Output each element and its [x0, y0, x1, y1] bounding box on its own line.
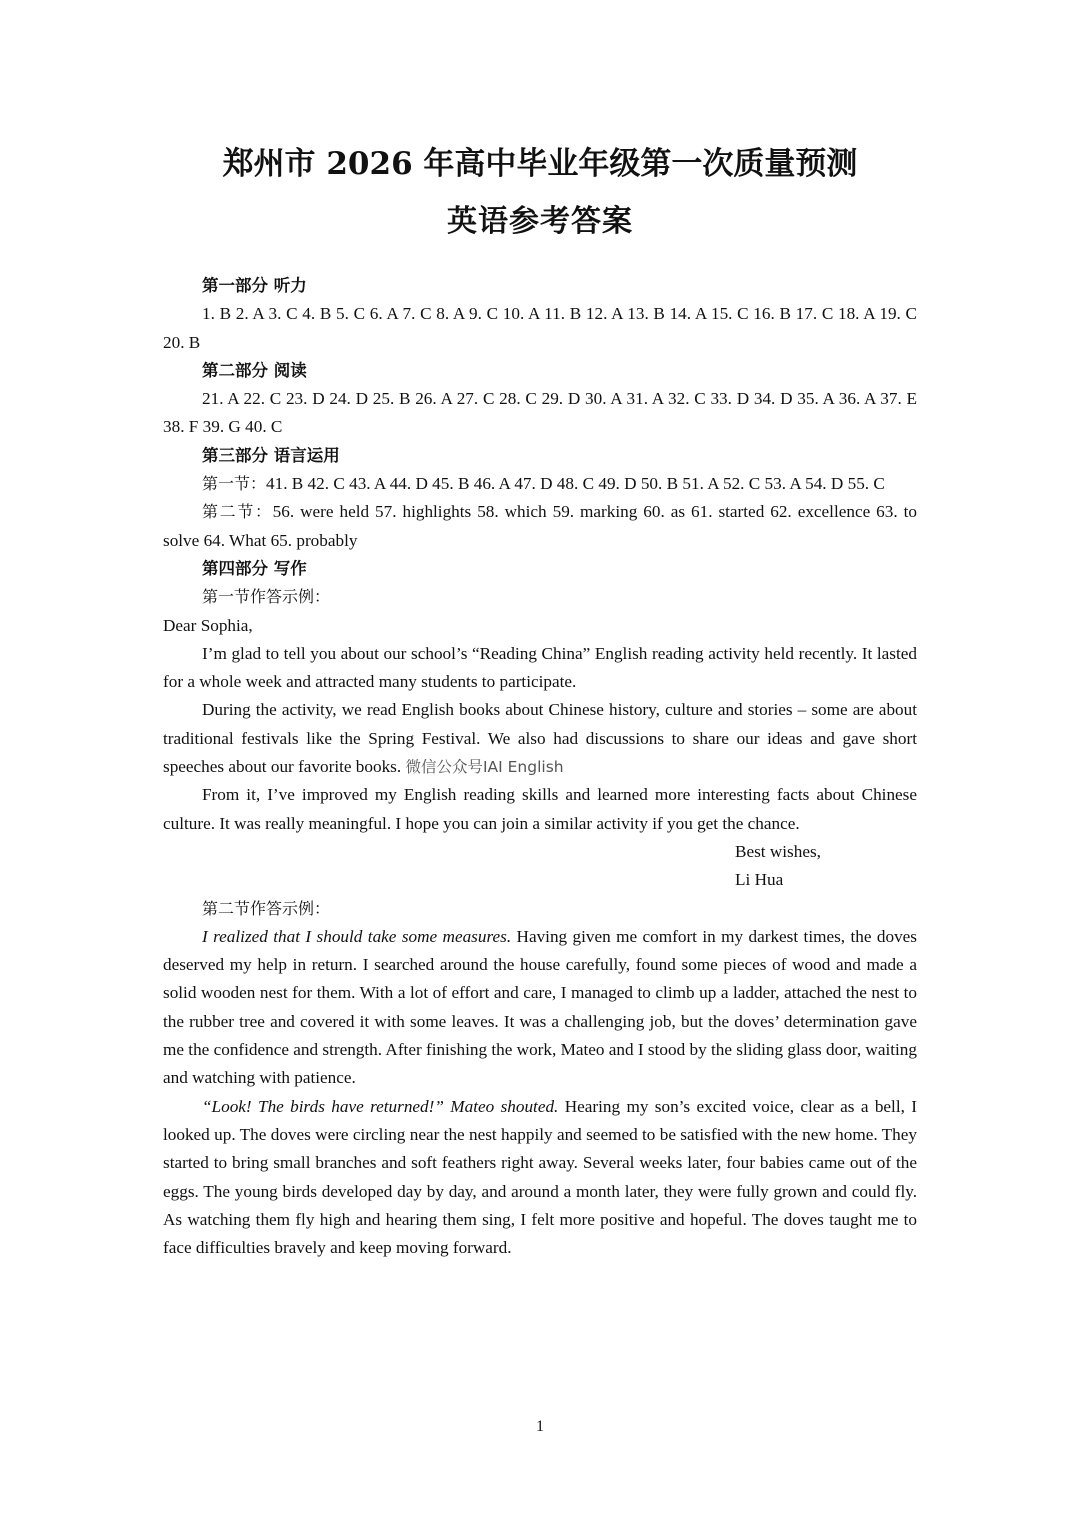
part3-section1-label: 第一节：: [202, 474, 267, 494]
part3-section2-label: 第二节：: [202, 502, 273, 522]
part3-section2-answers: 56. were held 57. highlights 58. which 59. marking 60. as 61. started 62. excellence 63. to solve 64. What 65. probably: [163, 502, 917, 550]
watermark-text: 微信公众号IAI English: [405, 758, 564, 777]
part3-section1-answers: 41. B 42. C 43. A 44. D 45. B 46. A 47. D 48. C 49. D 50. B 51. A 52. C 53. A 54. D 55. C: [266, 474, 885, 494]
document-subtitle: 英语参考答案: [447, 204, 633, 239]
letter-signature: Li Hua: [735, 870, 784, 890]
letter-paragraph-1: I’m glad to tell you about our school’s “Reading China” English reading activity held recently. It lasted for a whole week and attracted many students to participate.: [163, 643, 917, 692]
part1-answers: 1. B 2. A 3. C 4. B 5. C 6. A 7. C 8. A 9. C 10. A 11. B 12. A 13. B 14. A 15. C 16. B 17. C 18. A 19. C 20. B: [163, 304, 917, 352]
story-paragraph-1-body: Having given me comfort in my darkest times, the doves deserved my help in return. I searched around the house carefully, found some pieces of wood and made a solid wooden nest for them. With a lot of effort and care, I managed to climb up a ladder, attached the nest to the rubber tree and covered it with some leaves. It was a challenging job, but the doves’ determination gave me the confidence and strength. After finishing the work, Mateo and I stood by the sliding glass door, waiting and watching with patience.: [163, 926, 917, 1088]
answer-content: [163, 272, 917, 1262]
story-paragraph-2-body: Hearing my son’s excited voice, clear as a bell, I looked up. The doves were circling near the nest happily and seemed to be satisfied with the new home. They started to bring small branches and soft feathers right away. Several weeks later, four babies came out of the eggs. The young birds developed day by day, and around a month later, they were fully grown and could fly. As watching them fly high and hearing them sing, I felt more positive and hopeful. The doves taught me to face difficulties bravely and keep moving forward.: [163, 1096, 917, 1258]
story-paragraph-1: [163, 923, 917, 1093]
letter-closing: Best wishes,: [735, 841, 821, 861]
document-title: 郑州市 2026 年高中毕业年级第一次质量预测: [222, 146, 858, 182]
part4-section2-label: 第二节作答示例：: [202, 898, 331, 918]
story-paragraph-2-lead: “Look! The birds have returned!” Mateo shouted.: [202, 1096, 559, 1116]
page-number: 1: [536, 1418, 544, 1435]
letter-greeting: Dear Sophia,: [163, 615, 253, 635]
part2-heading: 第二部分 阅读: [202, 360, 307, 380]
part1-heading: 第一部分 听力: [202, 276, 307, 295]
story-paragraph-2: [163, 1093, 917, 1263]
part4-section1-label: 第一节作答示例：: [202, 587, 331, 607]
letter-paragraph-3: From it, I’ve improved my English reading skills and learned more interesting facts about Chinese culture. It was really meaningful. I hope you can join a similar activity if you get the chance.: [163, 785, 917, 833]
story-paragraph-1-lead: I realized that I should take some measures.: [202, 926, 512, 946]
part2-answers: 21. A 22. C 23. D 24. D 25. B 26. A 27. C 28. C 29. D 30. A 31. A 32. C 33. D 34. D 35. A 36. A 37. E 38. F 39. G 40. C: [163, 389, 917, 437]
letter-paragraph-2: [163, 696, 917, 781]
part3-section2: [163, 498, 917, 555]
part3-heading: 第三部分 语言运用: [202, 445, 340, 465]
part3-section1: [163, 470, 917, 498]
letter-paragraph-2-text: During the activity, we read English books about Chinese history, culture and stories – some are about traditional festivals like the Spring Festival. We also had discussions to share our ideas and gave short speeches about our favorite books.: [163, 700, 917, 777]
part4-heading: 第四部分 写作: [202, 558, 307, 578]
